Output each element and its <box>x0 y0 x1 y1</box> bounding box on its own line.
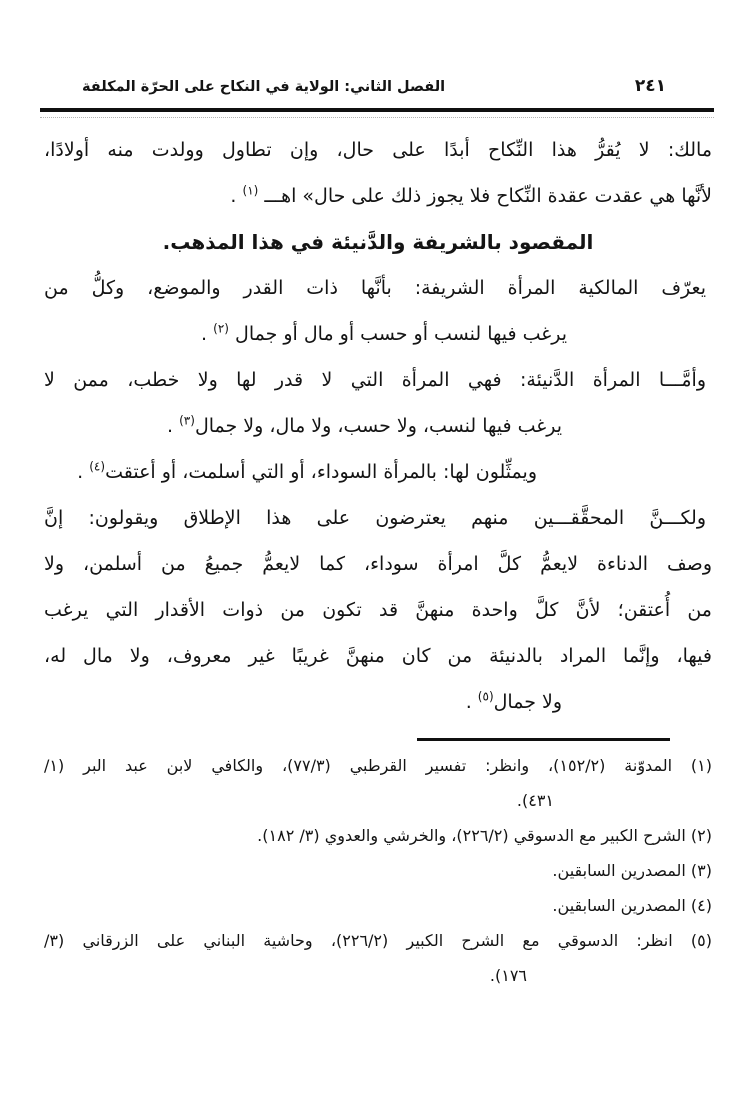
footnote-ref-3: (٣) <box>179 413 195 428</box>
paragraph-5-line-4: فيها، وإنَّما المراد بالدنيئة من كان منهنَّ غريبًا غير معروف، ولا مال له، <box>44 645 712 667</box>
paragraph-1-line-2 <box>44 173 712 219</box>
footnotes <box>44 748 712 993</box>
header-rule-thin <box>40 117 714 118</box>
paragraph-4-line-1-tail: . <box>77 461 90 483</box>
page-number: ٢٤١ <box>634 76 666 96</box>
paragraph-1-line-2-tail: . <box>230 185 243 207</box>
paragraph-2-line-2-tail: . <box>201 323 214 345</box>
paragraph-5-line-3: من أُعتقن؛ لأنَّ كلَّ واحدة منهنَّ قد تكون من ذوات الأقدار التي يرغب <box>44 599 712 621</box>
footnote-ref-1: (١) <box>242 183 259 198</box>
paragraph-5-line-5 <box>44 679 712 725</box>
header-rule <box>40 108 714 112</box>
footnote-4: (٤) المصدرين السابقين. <box>552 896 712 915</box>
section-heading: المقصود بالشريفة والدَّنيئة في هذا المذهب. <box>162 230 594 254</box>
paragraph-4-line-1 <box>44 449 712 495</box>
footnote-ref-4: (٤) <box>89 459 106 474</box>
paragraph-2-line-2 <box>44 311 712 357</box>
footnote-1-line-1: (١) المدوّنة (١٥٢/٢)، وانظر: تفسير القرطبي (٧٧/٣)، والكافي لابن عبد البر (١/ <box>44 756 712 775</box>
paragraph-5-line-5-text: ولا جمال <box>493 691 562 713</box>
running-head-chapter-title: الفصل الثاني: الولاية في النكاح على الحرّة المكلفة <box>82 79 446 95</box>
paragraph-1-line-2-text: لأنَّها هي عقدت عقدة النِّكاح فلا يجوز ذلك على حال» اهـــ <box>258 185 712 207</box>
paragraph-1-line-1: مالك: لا يُقرُّ هذا النِّكاح أبدًا على حال، وإن تطاول وولدت منه أولادًا، <box>44 139 712 161</box>
footnote-separator-rule <box>417 738 670 741</box>
paragraph-5-line-2: وصف الدناءة لايعمُّ كلَّ امرأة سوداء، كما لايعمُّ جميعُ من أسلمن، ولا <box>44 553 712 575</box>
paragraph-3-line-2-text: يرغب فيها لنسب، ولا حسب، ولا مال، ولا جمال <box>194 415 562 437</box>
paragraph-5-line-5-tail: . <box>465 691 478 713</box>
footnote-ref-2: (٢) <box>213 321 229 336</box>
paragraph-3-line-2-tail: . <box>167 415 180 437</box>
footnote-1-line-2: ٤٣١). <box>516 791 554 810</box>
paragraph-3-line-2 <box>44 403 712 449</box>
paragraph-5-line-1: ولكـــنَّ المحقَّقـــين منهم يعترضون على هذا الإطلاق ويقولون: إنَّ <box>44 507 706 529</box>
footnote-2: (٢) الشرح الكبير مع الدسوقي (٢٢٦/٢)، والخرشي والعدوي (٣/ ١٨٢). <box>257 826 712 845</box>
footnote-3: (٣) المصدرين السابقين. <box>552 861 712 880</box>
paragraph-2-line-1: يعرّف المالكية المرأة الشريفة: بأنَّها ذات القدر والموضع، وكلُّ من <box>44 277 706 299</box>
paragraph-4-line-1-text: ويمثِّلون لها: بالمرأة السوداء، أو التي أسلمت، أو أعتقت <box>105 461 537 483</box>
footnote-5-line-2: ١٧٦). <box>489 966 527 985</box>
paragraph-2-line-2-text: يرغب فيها لنسب أو حسب أو مال أو جمال <box>228 323 567 345</box>
paragraph-3-line-1: وأمَّـــا المرأة الدَّنيئة: فهي المرأة التي لا قدر لها ولا خطب، ممن لا <box>44 369 706 391</box>
footnote-ref-5: (٥) <box>477 689 494 704</box>
body-text <box>44 127 712 725</box>
footnote-5-line-1: (٥) انظر: الدسوقي مع الشرح الكبير (٢٢٦/٢)، وحاشية البناني على الزرقاني (٣/ <box>44 931 713 950</box>
